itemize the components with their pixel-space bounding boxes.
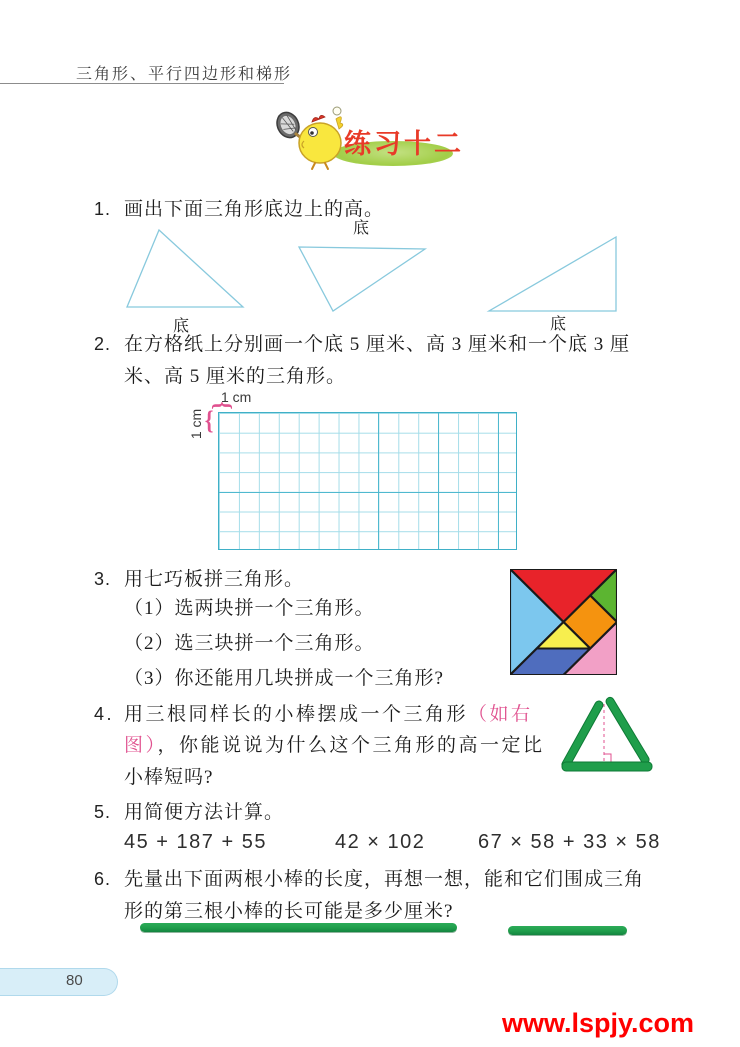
problem-3-text: 用七巧板拼三角形。 <box>124 569 305 590</box>
page-number-pill <box>0 968 118 996</box>
problem-6-line-2: 形的第三根小棒的长可能是多少厘米? <box>124 901 454 922</box>
problem-2-number: 2. <box>94 334 112 354</box>
header-divider <box>0 83 284 84</box>
problem-4-number: 4. <box>94 704 115 724</box>
expression-2: 42 × 102 <box>335 831 426 853</box>
problem-1-number: 1. <box>94 199 112 219</box>
problem-3-line <box>94 564 304 591</box>
problem-5-text: 用简便方法计算。 <box>124 802 285 823</box>
problem-2-line-1 <box>94 329 630 356</box>
base-label-1: 底 <box>172 318 190 335</box>
problem-6-line-1 <box>94 864 644 891</box>
watermark-text: www.lspjy.com <box>502 1008 695 1038</box>
problem-2-text-1: 在方格纸上分别画一个底 5 厘米、高 3 厘米和一个底 3 厘 <box>124 334 631 355</box>
stick-base <box>562 762 652 771</box>
problem-4-text-1-pink: （如右 <box>468 704 533 725</box>
triangle-obtuse <box>299 247 425 311</box>
centimeter-grid <box>218 412 517 550</box>
grid-accent-line <box>219 492 516 493</box>
base-label-2: 底 <box>352 220 370 237</box>
stick-left <box>561 700 605 770</box>
page-header-title: 三角形、平行四边形和梯形 <box>76 66 293 83</box>
problem-3-sub-1: （1）选两块拼一个三角形。 <box>124 598 375 619</box>
problem-6-text-1: 先量出下面两根小棒的长度，再想一想，能和它们围成三角 <box>124 869 645 890</box>
problem-5-number: 5. <box>94 802 112 822</box>
problem-3-number: 3. <box>94 569 112 589</box>
right-angle-mark <box>604 754 611 762</box>
stick-triangle-figure <box>556 690 656 782</box>
grid-cell-height-label: 1 cm <box>188 408 204 440</box>
grid-accent-line <box>498 413 499 549</box>
measuring-stick-short <box>508 926 627 935</box>
grid-left-brace: { <box>204 406 214 435</box>
problem-3-sub-2: （2）选三块拼一个三角形。 <box>124 633 375 654</box>
base-label-3: 底 <box>549 316 567 333</box>
problem-4-line-2 <box>124 730 545 757</box>
mascot-chick-icon <box>274 101 350 171</box>
measuring-stick-long <box>140 923 457 932</box>
problem-6-number: 6. <box>94 869 112 889</box>
problem-3-sub-3: （3）你还能用几块拼成一个三角形? <box>124 668 444 689</box>
problem-1-triangles-figure <box>100 218 640 340</box>
grid-cell-width-label: 1 cm <box>221 389 252 405</box>
triangle-right <box>489 237 616 311</box>
page-number: 80 <box>66 972 83 989</box>
problem-1-text: 画出下面三角形底边上的高。 <box>124 199 385 220</box>
expression-3: 67 × 58 + 33 × 58 <box>478 831 661 853</box>
problem-4-text-2-pink: 图） <box>124 735 158 756</box>
problem-4-line-3: 小棒短吗? <box>124 767 214 788</box>
tangram-figure <box>510 569 617 675</box>
grid-accent-line <box>438 413 439 549</box>
grid-top-brace: { <box>209 401 236 410</box>
grid-accent-line <box>378 413 379 549</box>
expression-1: 45 + 187 + 55 <box>124 831 267 853</box>
problem-2-line-2: 米、高 5 厘米的三角形。 <box>124 366 347 387</box>
triangle-acute <box>127 230 243 307</box>
problem-5-line <box>94 797 284 824</box>
exercise-title: 练习十二 <box>344 129 464 159</box>
problem-1-line <box>94 194 384 221</box>
problem-4-text-1: 用三根同样长的小棒摆成一个三角形 <box>124 704 469 725</box>
problem-4-text-2: ，你能说说为什么这个三角形的高一定比 <box>157 735 545 756</box>
problem-4-line-1 <box>94 699 533 726</box>
